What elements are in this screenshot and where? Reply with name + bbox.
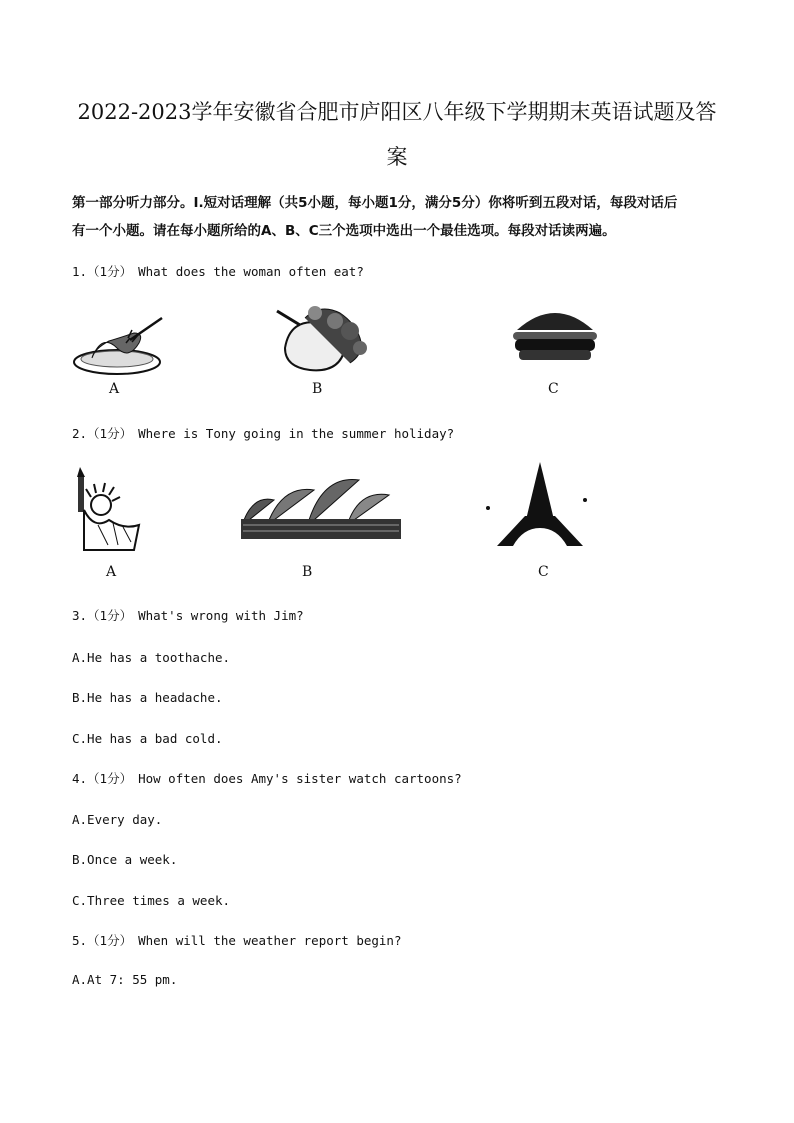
hamburger-icon[interactable]: [511, 302, 599, 367]
question-text: What's wrong with Jim?: [138, 608, 304, 623]
question-4: [72, 769, 462, 787]
vegetables-icon[interactable]: [275, 303, 375, 378]
statue-of-liberty-icon[interactable]: [68, 465, 146, 555]
question-text: When will the weather report begin?: [138, 933, 402, 948]
option-label: C: [548, 381, 559, 397]
document-title-line2: 案: [386, 145, 408, 169]
option-label: C: [538, 564, 549, 580]
option-c[interactable]: C.Three times a week.: [72, 893, 231, 908]
option-b[interactable]: B.Once a week.: [72, 852, 178, 867]
instructions-line2: 有一个小题。请在每小题所给的A、B、C三个选项中选出一个最佳选项。每段对话读两遍。: [72, 223, 616, 239]
eiffel-tower-icon[interactable]: [485, 460, 590, 550]
question-number: 2.（1分）: [72, 426, 133, 441]
question-text: Where is Tony going in the summer holiday?: [138, 426, 455, 441]
option-label: B: [312, 381, 323, 397]
question-number: 5.（1分）: [72, 933, 133, 948]
option-a[interactable]: A.At 7: 55 pm.: [72, 972, 178, 987]
option-b[interactable]: B.He has a headache.: [72, 690, 223, 705]
question-2: [72, 424, 454, 442]
question-number: 1.（1分）: [72, 264, 133, 279]
question-1: [72, 262, 364, 280]
instructions-line1: 第一部分听力部分。I.短对话理解（共5小题，每小题1分，满分5分）你将听到五段对话，每段对话后: [72, 195, 678, 211]
option-c[interactable]: C.He has a bad cold.: [72, 731, 223, 746]
question-text: What does the woman often eat?: [138, 264, 364, 279]
question-3: [72, 606, 304, 624]
sydney-opera-house-icon[interactable]: [239, 475, 404, 545]
question-text: How often does Amy's sister watch cartoons?: [138, 771, 462, 786]
question-number: 4.（1分）: [72, 771, 133, 786]
spaghetti-icon[interactable]: [72, 310, 167, 380]
document-title-line1: 2022-2023学年安徽省合肥市庐阳区八年级下学期期末英语试题及答: [77, 100, 717, 124]
question-5: [72, 931, 401, 949]
option-label: B: [302, 564, 313, 580]
option-a[interactable]: A.He has a toothache.: [72, 650, 231, 665]
option-label: A: [106, 564, 117, 580]
option-label: A: [109, 381, 120, 397]
question-number: 3.（1分）: [72, 608, 133, 623]
section-instructions: [72, 189, 732, 245]
option-a[interactable]: A.Every day.: [72, 812, 163, 827]
